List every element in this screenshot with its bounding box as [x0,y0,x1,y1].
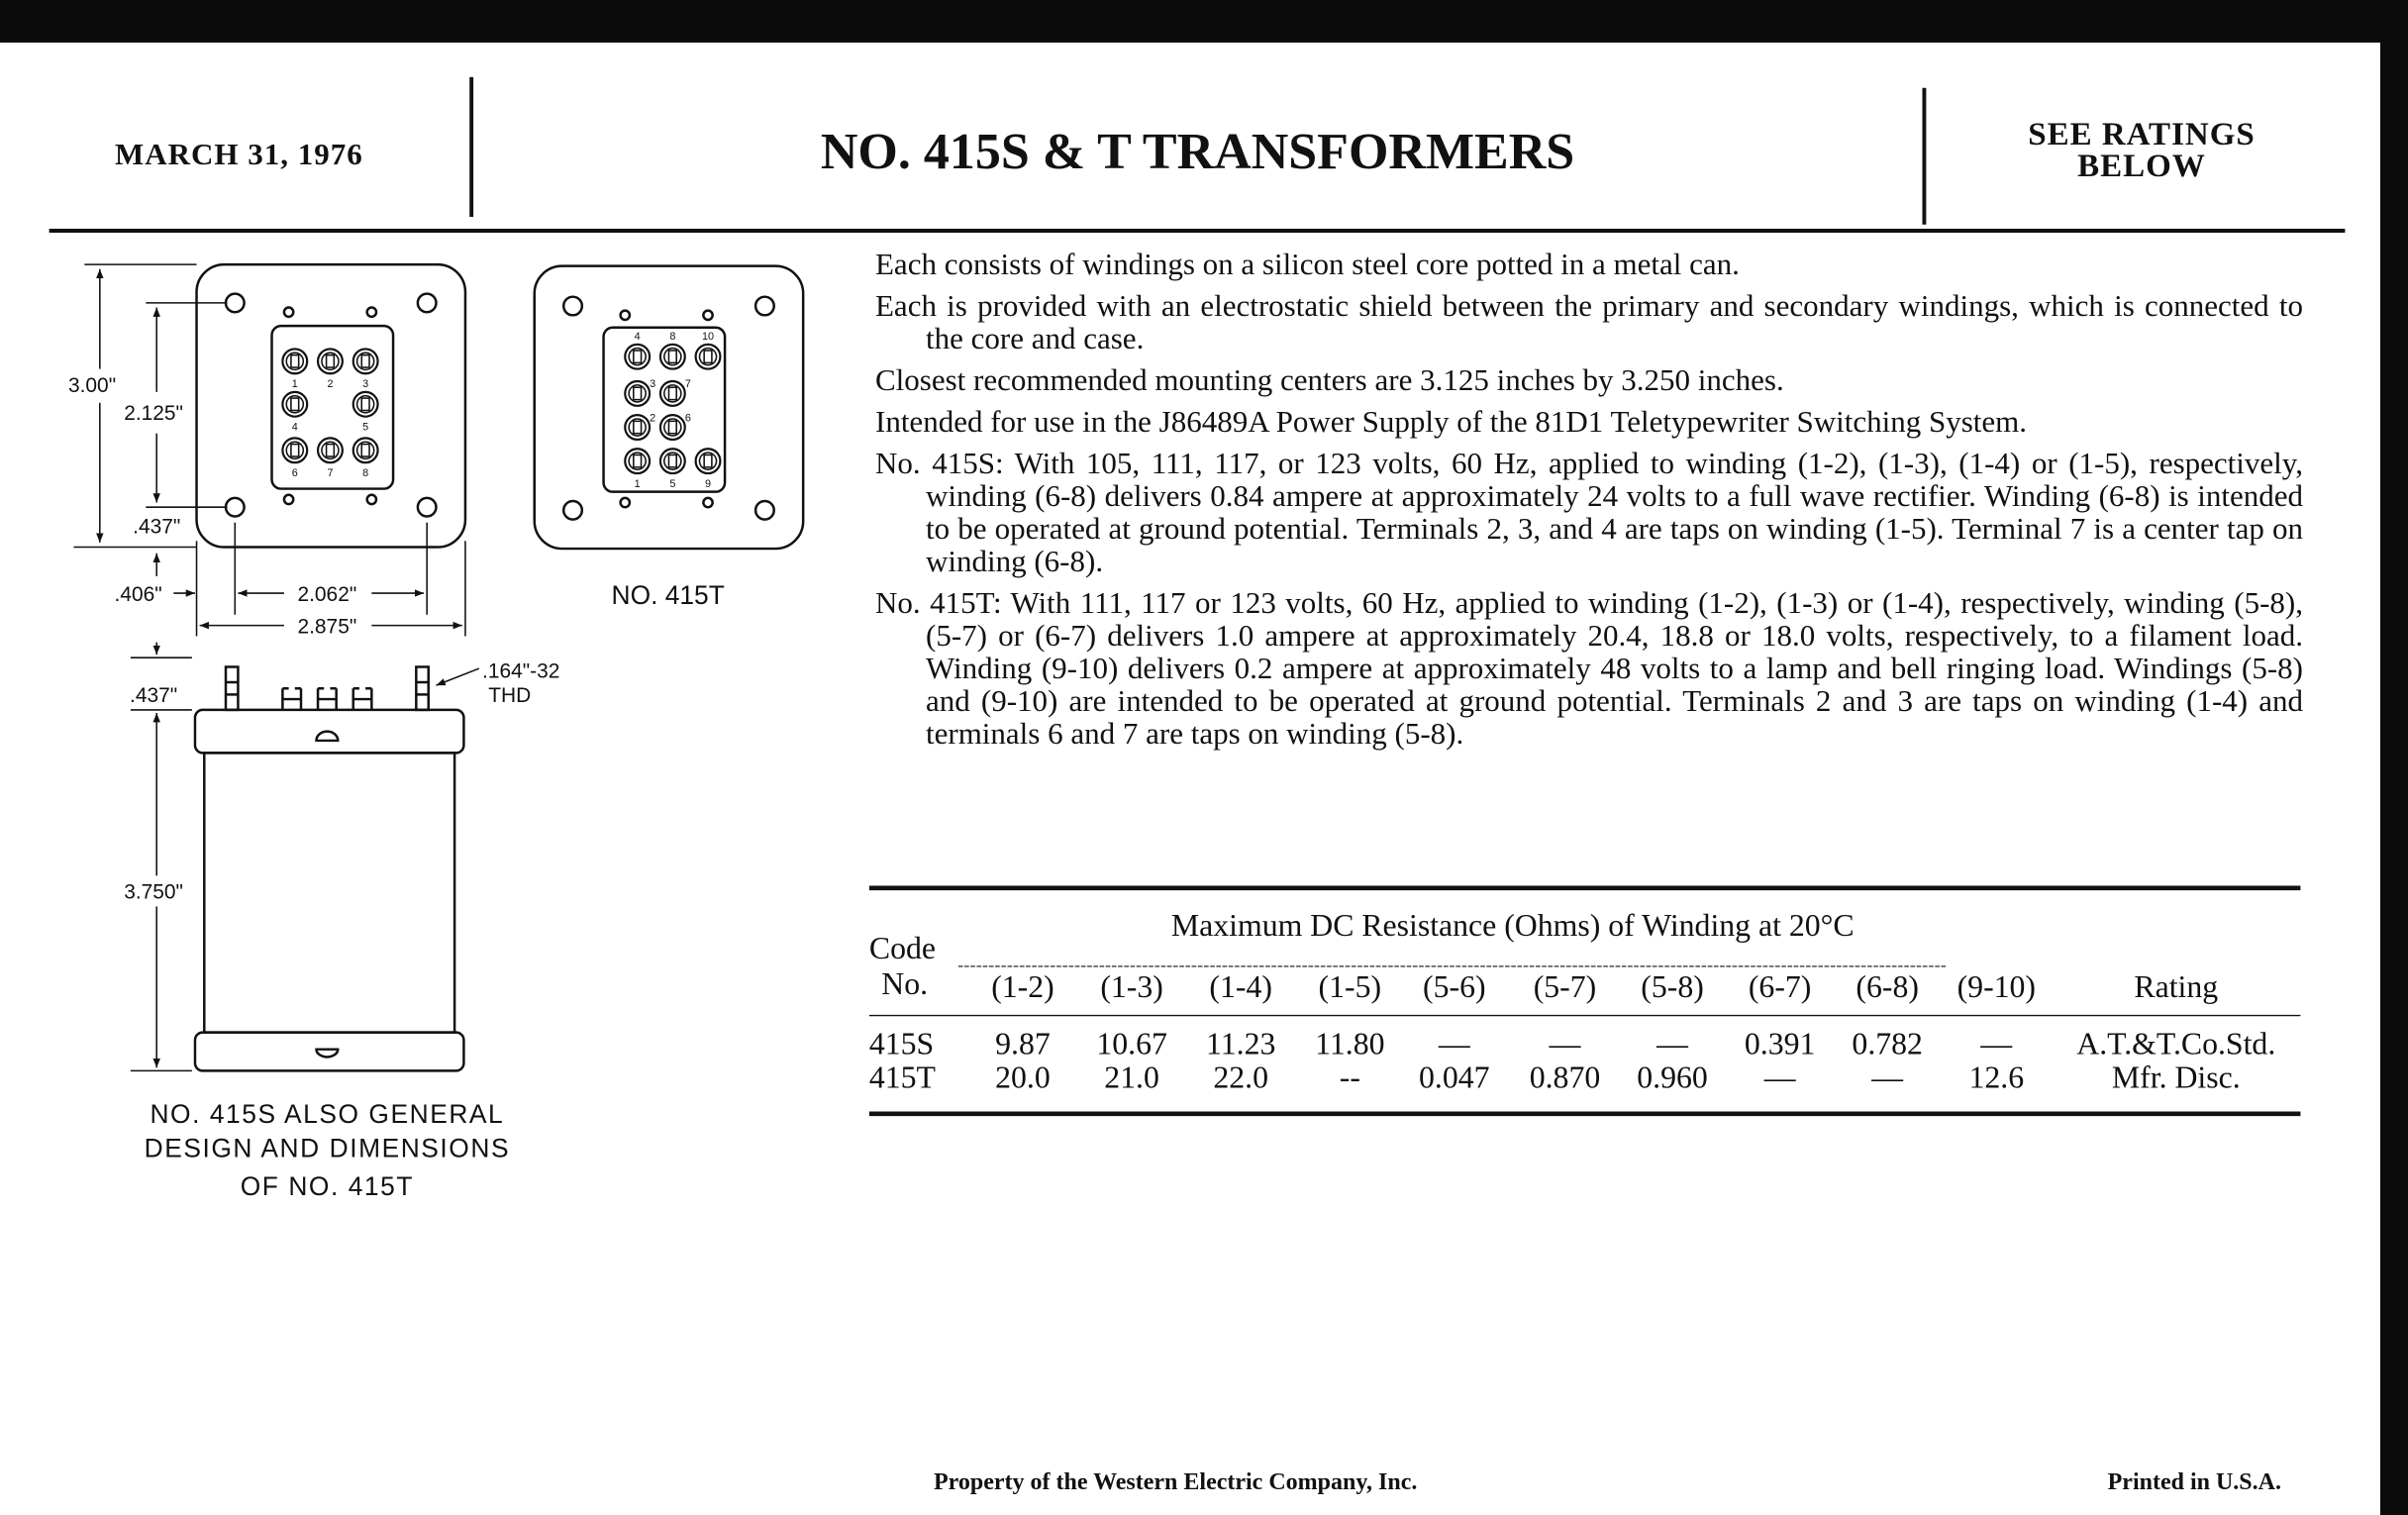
terminal-number: 6 [684,412,691,425]
terminal-icon [625,381,650,406]
table-cell: 0.391 [1744,1026,1816,1061]
terminal-icon [318,438,343,462]
caption-line3: OF NO. 415T [240,1171,415,1202]
table-cell: — [1438,1026,1470,1061]
dim-terminal-height: .437" [130,684,178,708]
issue-date: MARCH 31, 1976 [115,137,363,171]
terminal-number: 1 [291,378,298,391]
terminal-number: 4 [634,331,641,344]
dim-hole-offset-v: .437" [133,515,181,539]
dim-hole-spacing-h: 2.062" [297,582,357,606]
table-column-header: (6-7) [1748,968,1812,1004]
table-cell: — [1871,1060,1904,1095]
drawing-415s-top-view [73,264,465,639]
terminal-number: 2 [327,378,334,391]
dim-hole-spacing-v: 2.125" [124,401,184,425]
table-column-header: (5-8) [1641,968,1704,1004]
terminal-icon [696,345,721,369]
terminal-icon [660,415,685,440]
table-cell: 22.0 [1213,1060,1269,1095]
table-cell: — [1656,1026,1688,1061]
terminal-number: 5 [362,421,369,434]
table-cell: 0.782 [1852,1026,1923,1061]
terminal-icon [353,392,378,417]
drawing-415t-top-view [535,266,803,549]
terminal-icon [353,349,378,373]
table-cell: 12.6 [1968,1060,2025,1095]
terminal-number: 7 [684,378,691,391]
table-column-header: (5-7) [1533,968,1597,1004]
table-column-header: (5-6) [1423,968,1486,1004]
dim-width: 2.875" [297,615,357,639]
terminal-number: 5 [669,478,676,491]
dim-hole-offset-h: .406" [114,582,162,606]
terminal-number: 9 [705,478,712,491]
table-cell: 0.047 [1419,1060,1490,1095]
table-row-code: 415T [868,1060,936,1095]
terminal-number: 10 [701,331,715,344]
terminal-number: 4 [291,421,298,434]
table-cell: 0.960 [1637,1060,1708,1095]
table-column-header: (1-3) [1100,968,1163,1004]
table-column-header: (1-2) [991,968,1054,1004]
table-cell: 0.870 [1529,1060,1601,1095]
terminal-number: 3 [650,378,656,391]
terminal-icon [282,438,307,462]
table-code-label: Code [868,931,936,966]
paragraph-usage: Intended for use in the J86489A Power Supply of the 81D1 Teletypewriter Switching System. [875,404,2028,439]
footer-property: Property of the Western Electric Company, Inc. [934,1469,1418,1495]
thread-spec-thd: THD [488,684,532,708]
terminal-number: 8 [669,331,676,344]
table-rating-header: Rating [2134,968,2219,1004]
table-column-header: (6-8) [1856,968,1919,1004]
table-cell: 9.87 [995,1026,1051,1061]
table-column-header: (9-10) [1956,968,2037,1004]
terminal-icon [625,415,650,440]
terminal-icon [318,349,343,373]
paragraph-415s: No. 415S: With 105, 111, 117, or 123 volts, 60 Hz, applied to winding (1-2), (1-3), (1-4) or (1-5), respectively, winding (6-8) delivers 0.84 ampere at approximately 24 volts to a full wave rectifier. Winding (6-8) is intended to be operated at ground potential. Terminals 2, 3, and 4 are taps on winding (1-5). Terminal 7 is a center tap on winding (6-8). [875,446,2303,578]
terminal-icon [282,349,307,373]
terminal-icon [660,345,685,369]
table-column-header: (1-4) [1209,968,1272,1004]
table-cell: — [1763,1060,1796,1095]
caption-line2: DESIGN AND DIMENSIONS [144,1133,511,1163]
table-row-rating: Mfr. Disc. [2111,1060,2241,1095]
paragraph-mounting: Closest recommended mounting centers are 3.125 inches by 3.250 inches. [875,362,1784,397]
ratings-note-line2: BELOW [2077,149,2206,184]
table-cell: — [1549,1026,1581,1061]
terminal-icon [282,392,307,417]
table-cell: 20.0 [995,1060,1051,1095]
resistance-table [869,908,2275,1095]
terminal-number: 7 [327,467,334,480]
table-no-label: No. [881,965,929,1001]
terminal-number: 8 [362,467,369,480]
table-cell: — [1980,1026,2013,1061]
terminal-number: 6 [291,467,298,480]
table-cell: 21.0 [1104,1060,1159,1095]
table-cell: 11.23 [1206,1026,1276,1061]
paragraph-construction: Each consists of windings on a silicon steel core potted in a metal can. [875,247,1740,281]
terminal-number: 2 [650,412,656,425]
terminal-icon [353,438,378,462]
table-cell: -- [1339,1060,1360,1095]
caption-line1: NO. 415S ALSO GENERAL [150,1099,505,1130]
label-415t: NO. 415T [611,579,725,610]
drawing-side-view [131,643,479,1071]
table-group-title: Maximum DC Resistance (Ohms) of Winding at 20°C [1170,907,1855,943]
dim-can-height: 3.750" [124,880,184,904]
terminal-icon [660,449,685,473]
paragraph-415t: No. 415T: With 111, 117 or 123 volts, 60 Hz, applied to winding (1-2), (1-3) or (1-4), respectively, winding (5-8), (5-7) or (6-7) delivers 1.0 ampere at approximately 20.4, 18.8 or 18.0 volts, respectively, to a filament load. Winding (9-10) delivers 0.2 ampere at approximately 48 volts to a lamp and bell ringing load. Windings (5-8) and (9-10) are intended to be operated at ground potential. Terminals 2 and 3 are taps on winding (1-4) and terminals 6 and 7 are taps on winding (5-8). [875,585,2303,751]
page-title: NO. 415S & T TRANSFORMERS [820,124,1575,180]
dim-height: 3.00" [67,373,117,397]
terminal-number: 1 [634,478,641,491]
terminal-icon [660,381,685,406]
paragraph-shield: Each is provided with an electrostatic shield between the primary and secondary windings, which is connected to the core and case. [875,288,2303,355]
table-column-header: (1-5) [1318,968,1382,1004]
table-row-rating: A.T.&T.Co.Std. [2076,1026,2276,1061]
table-row-code: 415S [868,1026,935,1061]
terminal-number: 3 [362,378,369,391]
ratings-note-line1: SEE RATINGS [2028,117,2256,152]
thread-spec: .164"-32 [482,659,560,683]
table-cell: 11.80 [1315,1026,1385,1061]
terminal-icon [696,449,721,473]
terminal-icon [625,449,650,473]
terminal-icon [625,345,650,369]
footer-printed: Printed in U.S.A. [2107,1469,2281,1495]
table-cell: 10.67 [1096,1026,1167,1061]
